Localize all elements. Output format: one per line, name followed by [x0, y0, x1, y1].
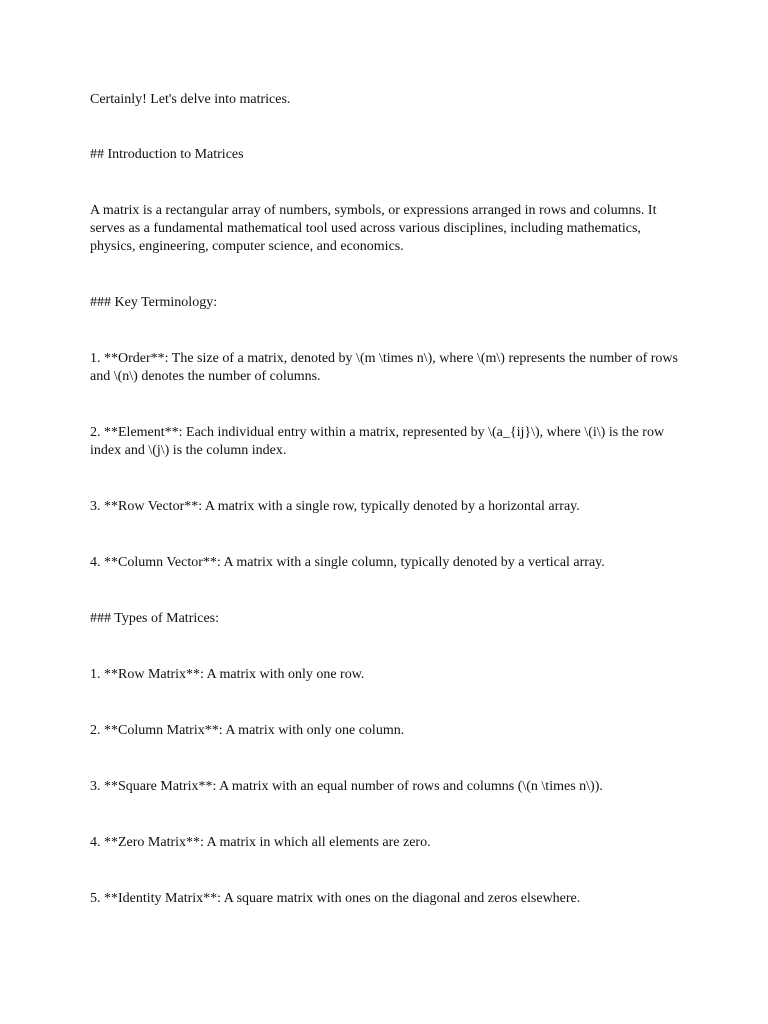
type-item-square-matrix: 3. **Square Matrix**: A matrix with an equal number of rows and columns (\(n \times n\)).	[90, 779, 603, 794]
heading-introduction: ## Introduction to Matrices	[90, 147, 244, 162]
definition-paragraph: A matrix is a rectangular array of numbers, symbols, or expressions arranged in rows and columns. It serves as a fundamental mathematical tool used across various disciplines, including mathematics, physics, engineering, computer science, and economics.	[90, 203, 657, 254]
heading-key-terminology: ### Key Terminology:	[90, 295, 218, 310]
terminology-item-order: 1. **Order**: The size of a matrix, denoted by \(m \times n\), where \(m\) represents the number of rows and \(n\) denotes the number of columns.	[90, 351, 678, 384]
terminology-item-element: 2. **Element**: Each individual entry within a matrix, represented by \(a_{ij}\), where \(i\) is the row index and \(j\) is the column index.	[90, 425, 665, 458]
type-item-zero-matrix: 4. **Zero Matrix**: A matrix in which all elements are zero.	[90, 835, 431, 850]
terminology-item-row-vector: 3. **Row Vector**: A matrix with a single row, typically denoted by a horizontal array.	[90, 499, 580, 514]
type-item-row-matrix: 1. **Row Matrix**: A matrix with only one row.	[90, 667, 365, 682]
type-item-identity-matrix: 5. **Identity Matrix**: A square matrix with ones on the diagonal and zeros elsewhere.	[90, 891, 581, 906]
document-page	[90, 91, 680, 908]
intro-text: Certainly! Let's delve into matrices.	[90, 92, 291, 107]
heading-types-of-matrices: ### Types of Matrices:	[90, 611, 220, 626]
type-item-column-matrix: 2. **Column Matrix**: A matrix with only one column.	[90, 723, 405, 738]
terminology-item-column-vector: 4. **Column Vector**: A matrix with a single column, typically denoted by a vertical array.	[90, 555, 605, 570]
